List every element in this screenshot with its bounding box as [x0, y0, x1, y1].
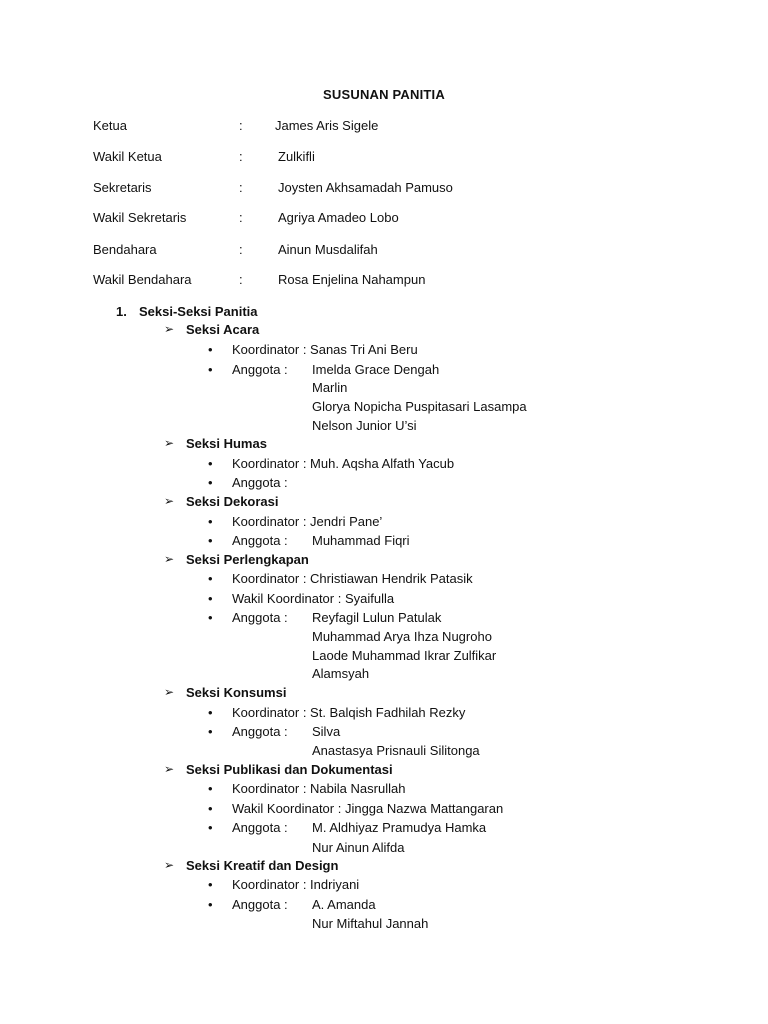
- officer-colon: :: [239, 149, 243, 164]
- arrow-bullet-icon: ➢: [164, 858, 175, 872]
- anggota-name: Reyfagil Lulun Patulak: [312, 610, 442, 625]
- anggota-label: Anggota :: [232, 362, 288, 377]
- officer-colon: :: [239, 272, 243, 287]
- officer-colon: :: [239, 118, 243, 133]
- officer-colon: :: [239, 242, 243, 257]
- seksi-name: Seksi Konsumsi: [186, 685, 287, 700]
- bullet-icon: •: [208, 456, 213, 471]
- bullet-icon: •: [208, 591, 213, 606]
- document-title: SUSUNAN PANITIA: [323, 87, 445, 102]
- bullet-icon: •: [208, 877, 213, 892]
- officer-name: Ainun Musdalifah: [278, 242, 378, 257]
- koordinator-text: Koordinator : Indriyani: [232, 877, 360, 892]
- bullet-icon: •: [208, 475, 213, 490]
- officer-role: Wakil Bendahara: [93, 272, 192, 287]
- officer-name: Zulkifli: [278, 149, 315, 164]
- anggota-label: Anggota :: [232, 897, 288, 912]
- anggota-label: Anggota :: [232, 475, 288, 490]
- bullet-icon: •: [208, 820, 213, 835]
- anggota-label: Anggota :: [232, 724, 288, 739]
- officer-name: James Aris Sigele: [275, 118, 379, 133]
- officer-name: Rosa Enjelina Nahampun: [278, 272, 426, 287]
- arrow-bullet-icon: ➢: [164, 685, 175, 699]
- anggota-name: Alamsyah: [312, 666, 370, 681]
- officer-role: Sekretaris: [93, 180, 152, 195]
- seksi-name: Seksi Dekorasi: [186, 494, 279, 509]
- arrow-bullet-icon: ➢: [164, 494, 175, 508]
- anggota-name: Marlin: [312, 380, 348, 395]
- bullet-icon: •: [208, 571, 213, 586]
- anggota-name: Nur Miftahul Jannah: [312, 916, 429, 931]
- seksi-name: Seksi Kreatif dan Design: [186, 858, 339, 873]
- wakil-koordinator-text: Wakil Koordinator : Syaifulla: [232, 591, 395, 606]
- bullet-icon: •: [208, 781, 213, 796]
- anggota-name: Anastasya Prisnauli Silitonga: [312, 743, 480, 758]
- anggota-name: Silva: [312, 724, 341, 739]
- koordinator-text: Koordinator : Jendri Pane’: [232, 514, 383, 529]
- bullet-icon: •: [208, 514, 213, 529]
- anggota-name: Imelda Grace Dengah: [312, 362, 440, 377]
- bullet-icon: •: [208, 724, 213, 739]
- officer-name: Agriya Amadeo Lobo: [278, 210, 399, 225]
- officer-colon: :: [239, 210, 243, 225]
- anggota-name: Muhammad Fiqri: [312, 533, 410, 548]
- bullet-icon: •: [208, 342, 213, 357]
- koordinator-text: Koordinator : Muh. Aqsha Alfath Yacub: [232, 456, 455, 471]
- officer-role: Wakil Ketua: [93, 149, 162, 164]
- wakil-koordinator-text: Wakil Koordinator : Jingga Nazwa Mattangaran: [232, 801, 504, 816]
- anggota-label: Anggota :: [232, 610, 288, 625]
- anggota-label: Anggota :: [232, 820, 288, 835]
- officer-role: Wakil Sekretaris: [93, 210, 187, 225]
- officer-colon: :: [239, 180, 243, 195]
- anggota-name: A. Amanda: [312, 897, 376, 912]
- arrow-bullet-icon: ➢: [164, 436, 175, 450]
- officer-name: Joysten Akhsamadah Pamuso: [278, 180, 453, 195]
- bullet-icon: •: [208, 362, 213, 377]
- officer-role: Ketua: [93, 118, 127, 133]
- arrow-bullet-icon: ➢: [164, 322, 175, 336]
- seksi-name: Seksi Acara: [186, 322, 260, 337]
- koordinator-text: Koordinator : Nabila Nasrullah: [232, 781, 406, 796]
- bullet-icon: •: [208, 533, 213, 548]
- anggota-name: Muhammad Arya Ihza Nugroho: [312, 629, 492, 644]
- koordinator-text: Koordinator : Sanas Tri Ani Beru: [232, 342, 418, 357]
- koordinator-text: Koordinator : St. Balqish Fadhilah Rezky: [232, 705, 466, 720]
- bullet-icon: •: [208, 610, 213, 625]
- anggota-name: Nur Ainun Alifda: [312, 840, 405, 855]
- seksi-name: Seksi Publikasi dan Dokumentasi: [186, 762, 393, 777]
- anggota-name: Nelson Junior U’si: [312, 418, 417, 433]
- seksi-name: Seksi Humas: [186, 436, 267, 451]
- section-number: 1.: [116, 304, 127, 319]
- anggota-label: Anggota :: [232, 533, 288, 548]
- arrow-bullet-icon: ➢: [164, 762, 175, 776]
- arrow-bullet-icon: ➢: [164, 552, 175, 566]
- officer-role: Bendahara: [93, 242, 157, 257]
- anggota-name: M. Aldhiyaz Pramudya Hamka: [312, 820, 487, 835]
- section-label: Seksi-Seksi Panitia: [139, 304, 258, 319]
- bullet-icon: •: [208, 897, 213, 912]
- koordinator-text: Koordinator : Christiawan Hendrik Patasik: [232, 571, 473, 586]
- seksi-name: Seksi Perlengkapan: [186, 552, 309, 567]
- anggota-name: Glorya Nopicha Puspitasari Lasampa: [312, 399, 527, 414]
- anggota-name: Laode Muhammad Ikrar Zulfikar: [312, 648, 497, 663]
- bullet-icon: •: [208, 801, 213, 816]
- bullet-icon: •: [208, 705, 213, 720]
